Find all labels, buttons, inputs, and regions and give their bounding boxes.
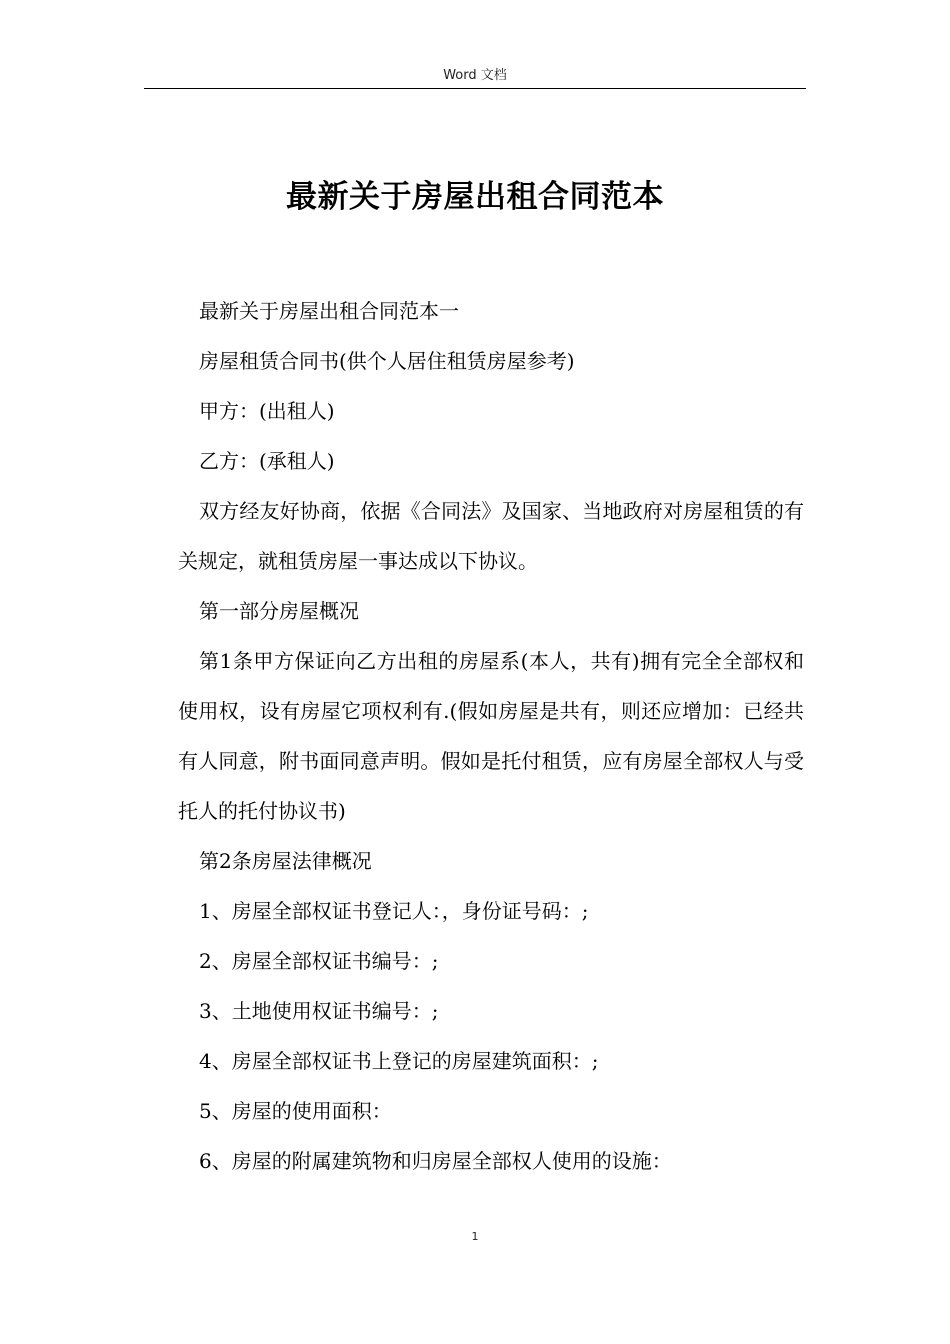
paragraph: 1、房屋全部权证书登记人：，身份证号码：; (199, 899, 589, 923)
paragraph: 双方经友好协商，依据《合同法》及国家、当地政府对房屋租赁的有关规定，就租赁房屋一事达成以下协议。 (178, 499, 804, 573)
header-divider (144, 88, 806, 89)
paragraph: 最新关于房屋出租合同范本一 (199, 299, 459, 323)
paragraph: 房屋租赁合同书(供个人居住租赁房屋参考) (199, 349, 575, 373)
paragraph: 第一部分房屋概况 (199, 599, 359, 623)
document-body (178, 286, 804, 1186)
paragraph: 2、房屋全部权证书编号：; (199, 949, 439, 973)
page-number: 1 (471, 1230, 479, 1243)
paragraph: 甲方：(出租人) (199, 399, 335, 423)
paragraph: 4、房屋全部权证书上登记的房屋建筑面积：; (199, 1049, 599, 1073)
document-title: 最新关于房屋出租合同范本 (286, 178, 664, 215)
paragraph: 乙方：(承租人) (199, 449, 335, 473)
page-header: Word 文档 (443, 68, 507, 83)
paragraph: 第1条甲方保证向乙方出租的房屋系(本人，共有)拥有完全全部权和使用权，设有房屋它项权利有.(假如房屋是共有，则还应增加：已经共有人同意，附书面同意声明。假如是托付租赁，应有房屋全部权人与受托人的托付协议书) (178, 649, 804, 823)
paragraph: 3、土地使用权证书编号：; (199, 999, 439, 1023)
paragraph: 6、房屋的附属建筑物和归房屋全部权人使用的设施： (199, 1149, 672, 1173)
paragraph: 5、房屋的使用面积： (199, 1099, 392, 1123)
paragraph: 第2条房屋法律概况 (199, 849, 372, 873)
